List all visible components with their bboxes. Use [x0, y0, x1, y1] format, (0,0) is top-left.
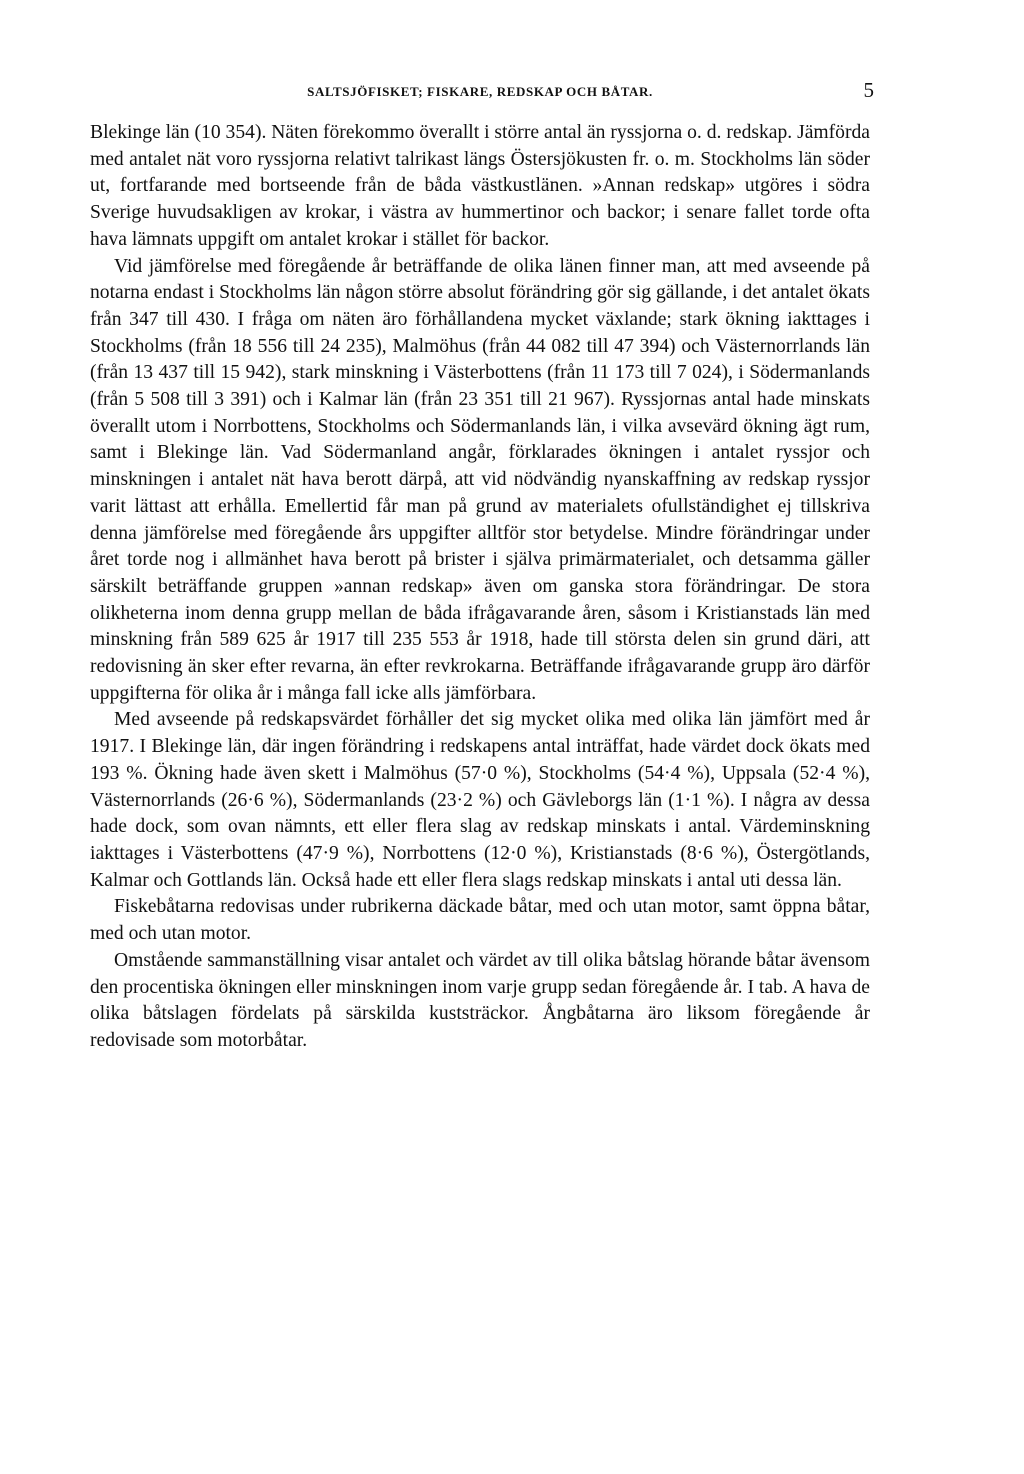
running-header [90, 78, 874, 106]
paragraph-5: Omstående sammanställning visar antalet och värdet av till olika båtslag hörande båtar ävensom den procentiska ökningen eller minskningen inom varje grupp sedan föregående år. I tab. A hava de olika båtslagen fördelats på särskilda kuststräckor. Ångbåtarna äro liksom föregående år redovisade som motorbåtar. [90, 949, 870, 1051]
paragraph-1: Blekinge län (10 354). Näten förekommo överallt i större antal än ryssjorna o. d. redskap. Jämförda med antalet nät voro ryssjorna relativt talrikast längs Östersjökusten fr. o. m. Stockholms län söder ut, fortfarande med bortseende från de båda västkustlänen. »Annan redskap» utgöres i södra Sverige huvudsakligen av krokar, i västra av hummertinor och backor; i senare fallet torde ofta hava lämnats uppgift om antalet krokar i stället för backor. [90, 122, 870, 250]
running-title: SALTSJÖFISKET; FISKARE, REDSKAP OCH BÅTAR. [307, 84, 653, 99]
document-page [90, 78, 874, 1055]
paragraph-4: Fiskebåtarna redovisas under rubrikerna däckade båtar, med och utan motor, samt öppna båtar, med och utan motor. [90, 896, 870, 945]
paragraph-3: Med avseende på redskapsvärdet förhåller det sig mycket olika med olika län jämfört med år 1917. I Blekinge län, där ingen förändring i redskapens antal inträffat, hade värdet dock ökats med 193 %. Ökning hade även skett i Malmöhus (57·0 %), Stockholms (54·4 %), Uppsala (52·4 %), Västernorrlands (26·6 %), Södermanlands (23·2 %) och Gävleborgs län (1·1 %). I några av dessa hade dock, som ovan nämnts, ett eller flera slag av redskap minskats i antal. Värdeminskning iakttages i Västerbottens (47·9 %), Norrbottens (12·0 %), Kristianstads (8·6 %), Östergötlands, Kalmar och Gottlands län. Också hade ett eller flera slags redskap minskats i antal uti dessa län. [90, 709, 870, 891]
page-number: 5 [863, 78, 874, 102]
body-text [90, 120, 870, 1055]
paragraph-2: Vid jämförelse med föregående år beträffande de olika länen finner man, att med avseende på notarna endast i Stockholms län någon större absolut förändring gör sig gällande, i det antalet ökats från 347 till 430. I fråga om näten äro förhållandena mycket växlande; stark ökning iakttages i Stockholms (från 18 556 till 24 235), Malmöhus (från 44 082 till 47 394) och Västernorrlands län (från 13 437 till 15 942), stark minskning i Västerbottens (från 11 173 till 7 024), i Södermanlands (från 5 508 till 3 391) och i Kalmar län (från 23 351 till 21 967). Ryssjornas antal hade minskats överallt utom i Norrbottens, Stockholms och Södermanlands län, i vilka avsevärd ökning ägt rum, samt i Blekinge län. Vad Södermanland angår, förklarades ökningen i antalet ryssjor och minskningen i antalet nät hava berott därpå, att vid nödvändig nyanskaffning av redskap ryssjor varit lättast att erhålla. Emellertid får man på grund av materialets ofullständighet ej tillskriva denna jämförelse med föregående års uppgifter alltför stor betydelse. Mindre förändringar under året torde nog i allmänhet hava berott på brister i själva primärmaterialet, och detsamma gäller särskilt beträffande gruppen »annan redskap» även om ganska stora förändringar. De stora olikheterna inom denna grupp mellan de båda ifrågavarande åren, såsom i Kristianstads län med minskning från 589 625 år 1917 till 235 553 år 1918, hade till största delen sin grund däri, att redovisning än sker efter revarna, än efter revkrokarna. Beträffande ifrågavarande grupp äro därför uppgifterna för olika år i många fall icke alls jämförbara. [90, 255, 870, 704]
